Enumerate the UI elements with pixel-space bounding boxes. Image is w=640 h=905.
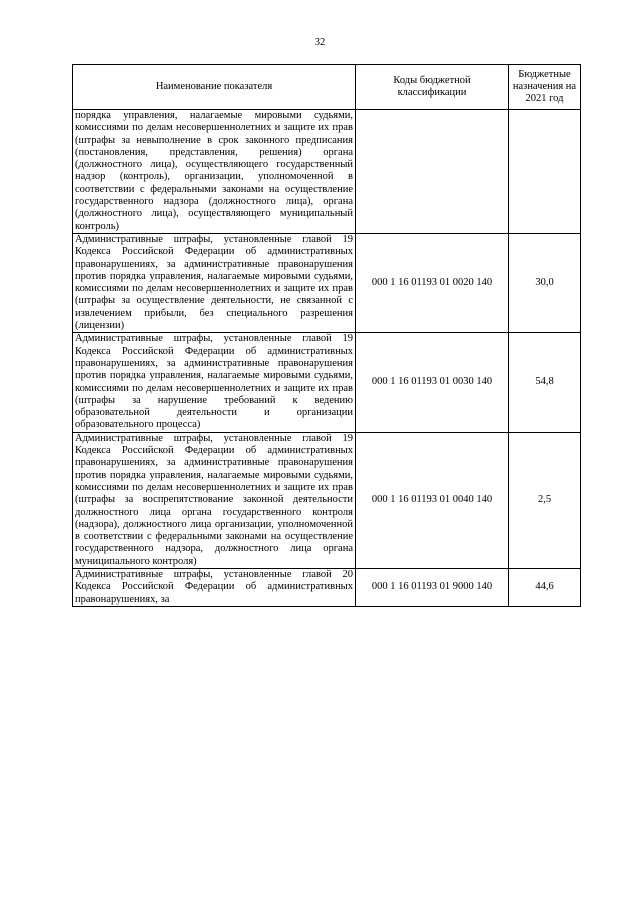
budget-table: [72, 64, 581, 607]
header-amount: Бюджетные назначения на 2021 год: [509, 65, 581, 110]
page-number: 32: [314, 37, 326, 48]
table-row: [73, 568, 581, 606]
indicator-name: порядка управления, налагаемые мировыми судьями, комиссиями по делам несовершеннолетних и защите их прав (штрафы за невыполнение в срок законного предписания (постановления, представления, решения) органа (должностного лица), осуществляющего государственный надзор (контроль), организации, уполномоченной в соответствии с федеральными законами на осуществление государственного надзора (должностного лица), органа (должностного лица), осуществляющего муниципальный контроль): [73, 110, 356, 234]
indicator-name: Административные штрафы, установленные главой 19 Кодекса Российской Федерации об административных правонарушениях, за административные правонарушения против порядка управления, налагаемые мировыми судьями, комиссиями по делам несовершеннолетних и защите их прав (штрафы за воспрепятствование законной деятельности должностного лица органа государственного контроля (надзора), должностного лица организации, уполномоченной в соответствии с федеральными законами на осуществление государственного надзора, должностного лица органа муниципального контроля): [73, 432, 356, 568]
budget-amount: 2,5: [509, 432, 581, 568]
header-name: Наименование показателя: [73, 65, 356, 110]
budget-code: 000 1 16 01193 01 0020 140: [356, 233, 509, 332]
table-row: [73, 233, 581, 332]
indicator-name: Административные штрафы, установленные главой 19 Кодекса Российской Федерации об административных правонарушениях, за административные правонарушения против порядка управления, налагаемые мировыми судьями, комиссиями по делам несовершеннолетних и защите их прав (штрафы за осуществление деятельности, не связанной с извлечением прибыли, без специального разрешения (лицензии): [73, 233, 356, 332]
budget-amount: [509, 110, 581, 234]
budget-code: 000 1 16 01193 01 0040 140: [356, 432, 509, 568]
budget-amount: 44,6: [509, 568, 581, 606]
budget-amount: 30,0: [509, 233, 581, 332]
budget-amount: 54,8: [509, 333, 581, 432]
budget-code: [356, 110, 509, 234]
budget-code: 000 1 16 01193 01 0030 140: [356, 333, 509, 432]
budget-code: 000 1 16 01193 01 9000 140: [356, 568, 509, 606]
indicator-name: Административные штрафы, установленные главой 20 Кодекса Российской Федерации об административных правонарушениях, за: [73, 568, 356, 606]
table-header-row: [73, 65, 581, 110]
table-row: [73, 333, 581, 432]
header-code: Коды бюджетной классификации: [356, 65, 509, 110]
table-row: [73, 110, 581, 234]
table-row: [73, 432, 581, 568]
indicator-name: Административные штрафы, установленные главой 19 Кодекса Российской Федерации об административных правонарушениях, за административные правонарушения против порядка управления, налагаемые мировыми судьями, комиссиями по делам несовершеннолетних и защите их прав (штрафы за нарушение требований к ведению образовательной деятельности и организации образовательного процесса): [73, 333, 356, 432]
